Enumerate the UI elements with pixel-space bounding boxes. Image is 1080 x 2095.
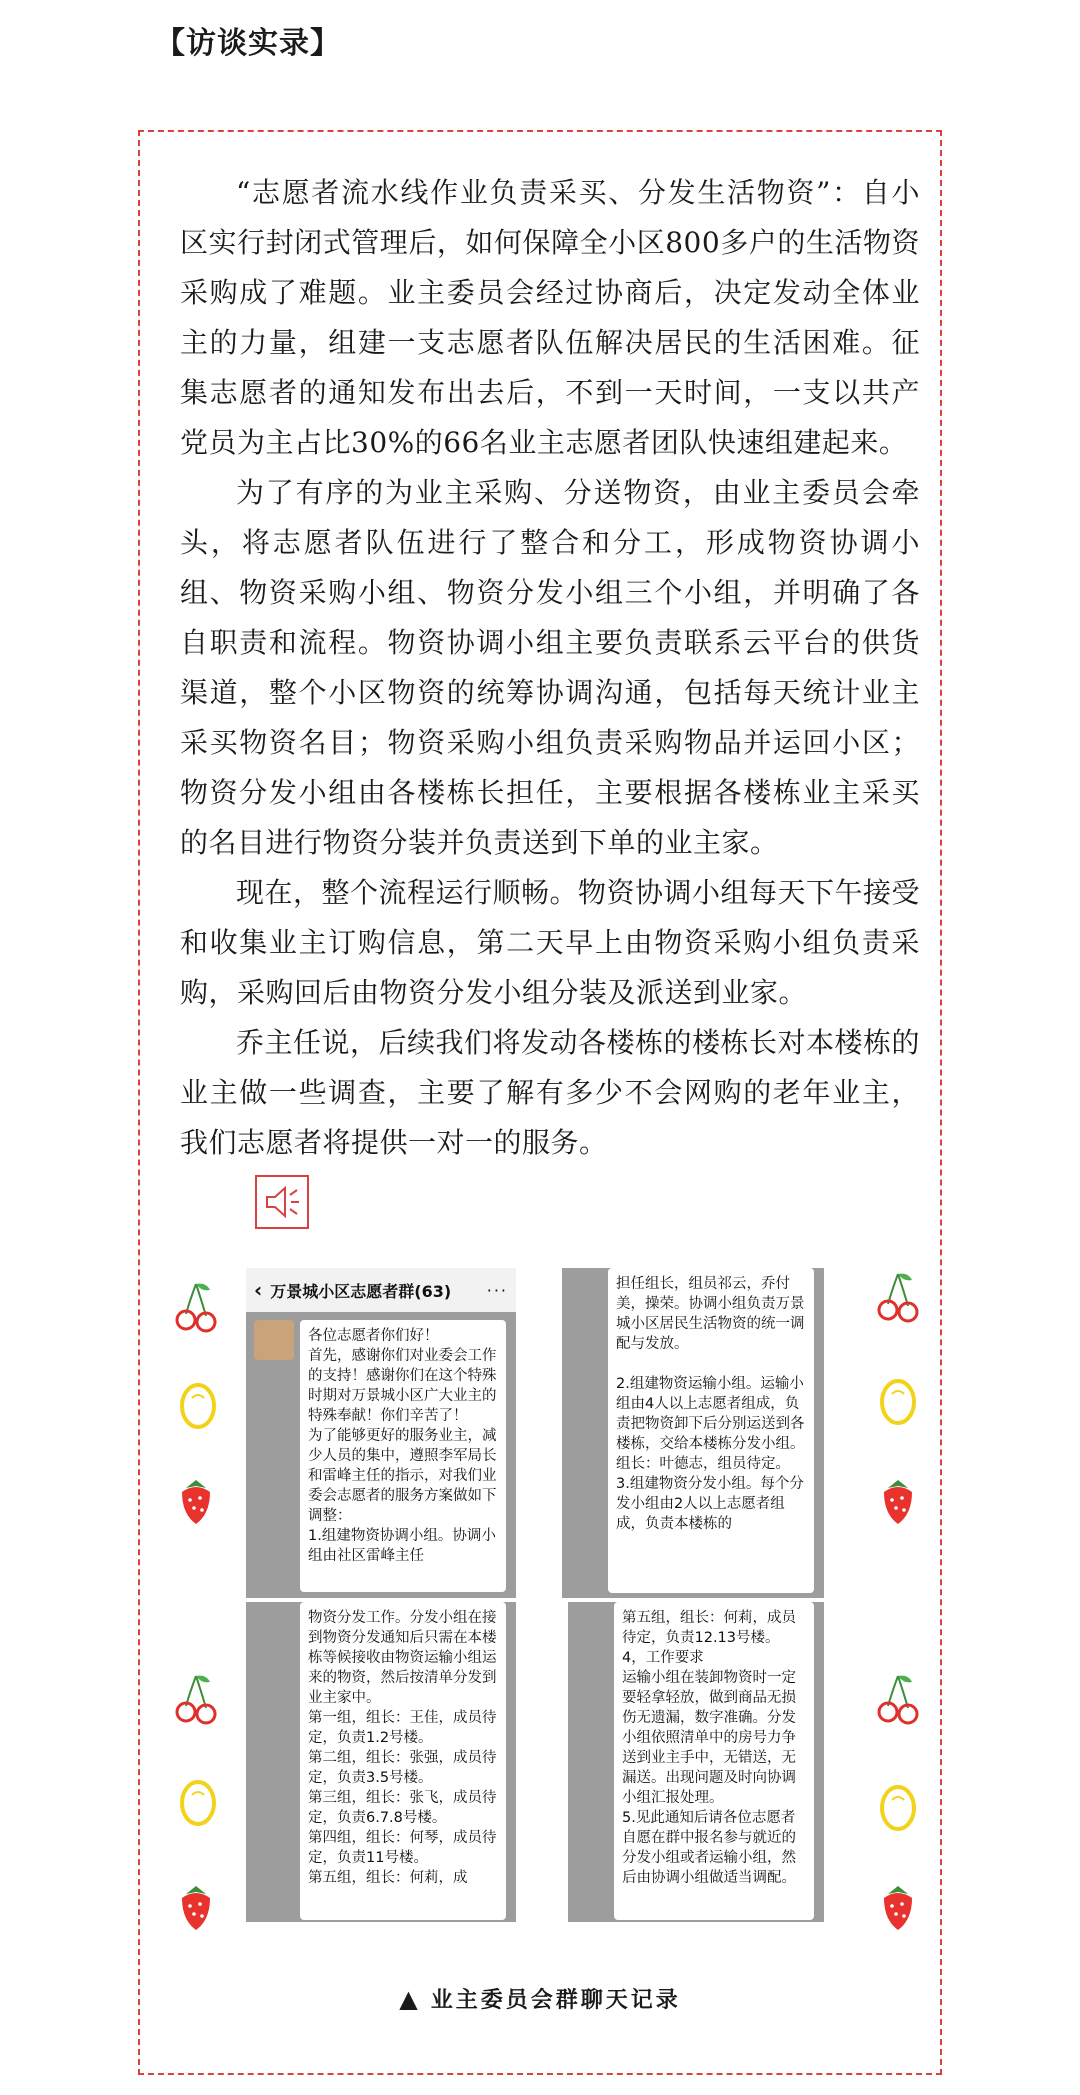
paragraph-1: “志愿者流水线作业负责采买、分发生活物资”：自小区实行封闭式管理后，如何保障全小区800多户的生活物资采购成了难题。业主委员会经过协商后，决定发动全体业主的力量，组建一支志愿者队伍解决居民的生活困难。征集志愿者的通知发布出去后，不到一天时间，一支以共产党员为主占比30%的66名业主志愿者团队快速组建起来。: [180, 176, 920, 459]
paragraph-2: 为了有序的为业主采购、分送物资，由业主委员会牵头，将志愿者队伍进行了整合和分工，形成物资协调小组、物资采购小组、物资分发小组三个小组，并明确了各自职责和流程。物资协调小组主要负责联系云平台的供货渠道，整个小区物资的统筹协调沟通，包括每天统计业主采买物资名目；物资采购小组负责采购物品并运回小区；物资分发小组由各楼栋长担任，主要根据各楼栋业主采买的名目进行物资分装并负责送到下单的业主家。: [180, 476, 920, 859]
chat-message: 第五组，组长：何莉，成员待定，负责12.13号楼。 4，工作要求 运输小组在装卸物资时一定要轻拿轻放，做到商品无损伤无遗漏，数字准确。分发小组依照清单中的房号力争送到业主手中，无错送，无漏送。出现问题及时向协调小组汇报处理。 5.见此通知后请各位志愿者自愿在群中报名参与就近的分发小组或者运输小组，然后由协调小组做适当调配。: [614, 1602, 814, 1920]
chat-group-title: 万景城小区志愿者群(63): [270, 1281, 452, 1301]
lemon-icon: [176, 1378, 220, 1432]
paragraph-3: 现在，整个流程运行顺畅。物资协调小组每天下午接受和收集业主订购信息，第二天早上由物资采购小组负责采购，采购回后由物资分发小组分装及派送到业家。: [180, 876, 921, 1009]
paragraph-4: 乔主任说，后续我们将发动各楼栋的楼栋长对本楼栋的业主做一些调查，主要了解有多少不会网购的老年业主，我们志愿者将提供一对一的服务。: [180, 1026, 921, 1159]
more-icon[interactable]: ···: [486, 1280, 508, 1300]
image-caption: [0, 1983, 1080, 2014]
chat-screenshot-4: [568, 1602, 824, 1922]
lemon-icon: [876, 1374, 920, 1428]
strawberry-icon: [174, 1474, 218, 1528]
chat-screenshot-3: [246, 1602, 516, 1922]
cherry-icon: [876, 1672, 920, 1726]
triangle-marker-icon: ▲: [399, 1984, 421, 2013]
back-arrow-icon[interactable]: ‹: [254, 1278, 263, 1302]
cherry-icon: [876, 1270, 920, 1324]
lemon-icon: [176, 1775, 220, 1829]
strawberry-icon: [876, 1474, 920, 1528]
chat-message: 担任组长，组员祁云，乔付美，操荣。协调小组负责万景城小区居民生活物资的统一调配与发放。 2.组建物资运输小组。运输小组由4人以上志愿者组成，负责把物资卸下后分别运送到各楼栋，交给本楼栋分发小组。组长：叶德志，组员待定。 3.组建物资分发小组。每个分发小组由2人以上志愿者组成，负责本楼栋的: [608, 1268, 814, 1593]
chat-message: 物资分发工作。分发小组在接到物资分发通知后只需在本楼栋等候接收由物资运输小组运来的物资，然后按清单分发到业主家中。 第一组，组长：王佳，成员待定，负责1.2号楼。 第二组，组长：张强，成员待定，负责3.5号楼。 第三组，组长：张飞，成员待定，负责6.7.8号楼。 第四组，组长：何琴，成员待定，负责11号楼。 第五组，组长：何莉，成: [300, 1602, 506, 1920]
article-body: [180, 168, 920, 1168]
section-title: 【访谈实录】: [155, 26, 341, 61]
chat-screenshot-1: [246, 1268, 516, 1598]
caption-text: 业主委员会群聊天记录: [430, 1987, 681, 2013]
chat-message: 各位志愿者你们好！ 首先，感谢你们对业委会工作的支持！感谢你们在这个特殊时期对万景城小区广大业主的特殊奉献！你们辛苦了！ 为了能够更好的服务业主，减少人员的集中，遵照李军局长和雷峰主任的指示，对我们业委会志愿者的服务方案做如下调整： 1.组建物资协调小组。协调小组由社区雷峰主任: [300, 1320, 506, 1592]
avatar: [254, 1320, 294, 1360]
audio-speaker-icon[interactable]: [255, 1175, 309, 1229]
strawberry-icon: [174, 1880, 218, 1934]
chat-screenshot-2: [562, 1268, 824, 1598]
cherry-icon: [174, 1280, 218, 1334]
chat-screenshot-gallery: [240, 1268, 830, 1933]
chat-header: [246, 1268, 516, 1312]
strawberry-icon: [876, 1880, 920, 1934]
cherry-icon: [174, 1672, 218, 1726]
lemon-icon: [876, 1780, 920, 1834]
